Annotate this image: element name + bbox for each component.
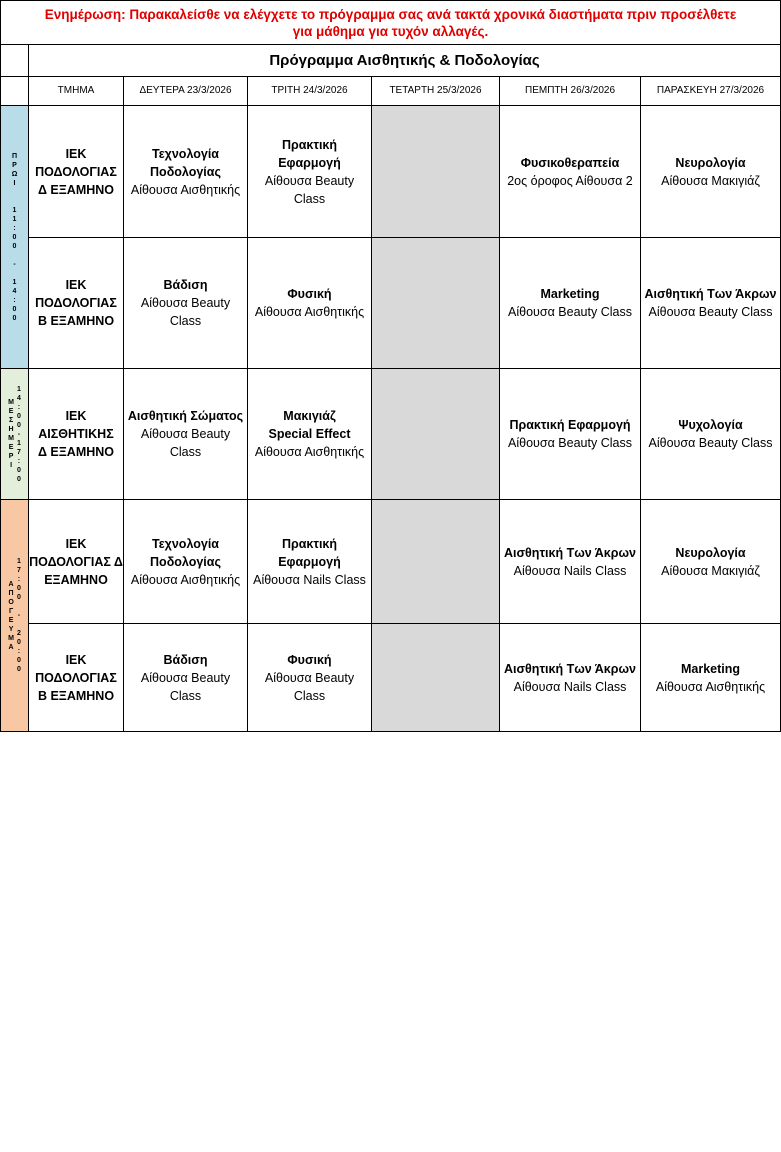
class-room: Αίθουσα Beauty Class [508, 305, 632, 319]
shift-noon-time: 1 4 : 0 0 - 1 7 : 0 0 [16, 385, 21, 483]
class-room: Αίθουσα Beauty Class [648, 436, 773, 450]
class-cell-thu [500, 369, 641, 500]
class-subject: Ποδολογίας [150, 554, 221, 569]
shift-afternoon-label: Α Π Ο Γ Ε Υ Μ Α [8, 580, 14, 651]
department-line: ΙΕΚ [65, 146, 87, 161]
class-cell-fri [641, 238, 781, 369]
class-cell-thu [500, 106, 641, 238]
class-room: Αίθουσα Beauty Class [508, 436, 632, 450]
department-line: ΙΕΚ [65, 536, 87, 551]
column-header-dept: ΤΜΗΜΑ [29, 77, 124, 106]
shift-afternoon [1, 500, 29, 732]
class-room: Αίθουσα Αισθητικής [254, 305, 365, 319]
class-room: Αίθουσα Beauty Class [648, 305, 773, 319]
class-room: Αίθουσα Μακιγιάζ [661, 563, 760, 578]
class-subject: Αισθητική Των Άκρων [504, 545, 636, 560]
class-cell-tue [248, 369, 372, 500]
class-room: Αίθουσα Beauty [264, 173, 355, 188]
class-subject: Νευρολογία [675, 155, 746, 170]
department-line: ΠΟΔΟΛΟΓΙΑΣ [35, 164, 117, 179]
department-line: Δ ΕΞΑΜΗΝΟ [37, 182, 115, 197]
class-cell-mon [124, 624, 248, 732]
shift-noon [1, 369, 29, 500]
class-room: Class [293, 688, 326, 703]
class-subject: Νευρολογία [675, 545, 746, 560]
corner-cell [1, 45, 29, 77]
class-cell-mon [124, 500, 248, 624]
class-room: 2ος όροφος Αίθουσα 2 [507, 173, 633, 188]
class-cell-mon [124, 238, 248, 369]
column-header-wed: ΤΕΤΑΡΤΗ 25/3/2026 [372, 77, 500, 106]
class-room: Αίθουσα Beauty [140, 296, 231, 310]
column-header-thu: ΠΕΜΠΤΗ 26/3/2026 [500, 77, 641, 106]
page-title: Πρόγραμμα Αισθητικής & Ποδολογίας [29, 45, 781, 77]
class-room: Αίθουσα Μακιγιάζ [661, 173, 760, 188]
class-room: Αίθουσα Beauty [264, 670, 355, 685]
department-cell [29, 624, 124, 732]
department-line: ΠΟΔΟΛΟΓΙΑΣ [35, 296, 117, 310]
department-line: Β ΕΞΑΜΗΝΟ [37, 688, 115, 703]
notice-line-1: Ενημέρωση: Παρακαλείσθε να ελέγχετε το πρόγραμμα σας ανά τακτά χρονικά διαστήματα πριν προσέλθετε [44, 6, 737, 22]
department-line: ΑΙΣΘΗΤΙΚΗΣ [38, 427, 114, 441]
class-subject: Φυσική [287, 652, 332, 667]
class-room: Αίθουσα Αισθητικής [254, 445, 365, 459]
shift-morning-label: Π Ρ Ω Ι 1 1 : 0 0 - 1 4 : 0 0 [11, 152, 18, 322]
class-cell-tue [248, 106, 372, 238]
class-room: Class [169, 314, 202, 328]
holiday-cell [372, 369, 500, 500]
department-line: ΕΞΑΜΗΝΟ [44, 572, 108, 587]
class-room: Αίθουσα Beauty [140, 427, 231, 441]
shift-afternoon-time: 1 7 : 0 0 - 2 0 : 0 0 [16, 558, 21, 673]
department-cell [29, 500, 124, 624]
holiday-cell [372, 106, 500, 238]
column-header-fri: ΠΑΡΑΣΚΕΥΗ 27/3/2026 [641, 77, 781, 106]
class-subject: Πρακτική [281, 536, 338, 551]
class-cell-fri [641, 624, 781, 732]
class-subject: Βάδιση [163, 278, 208, 292]
department-line: Δ ΕΞΑΜΗΝΟ [37, 445, 115, 459]
class-subject: Αισθητική Των Άκρων [504, 661, 636, 676]
shift-header-cell [1, 77, 29, 106]
class-room: Class [169, 445, 202, 459]
class-subject: Τεχνολογία [152, 536, 219, 551]
class-subject: Τεχνολογία [152, 146, 219, 161]
schedule-table [0, 44, 781, 732]
department-line: ΙΕΚ [65, 652, 87, 667]
class-subject: Μακιγιάζ [283, 409, 336, 423]
class-cell-fri [641, 106, 781, 238]
class-subject: Αισθητική Των Άκρων [644, 287, 777, 301]
class-room: Class [293, 191, 326, 206]
class-subject: Special Effect [268, 427, 351, 441]
department-line: ΙΕΚ [65, 409, 87, 423]
class-cell-thu [500, 238, 641, 369]
class-subject: Αισθητική Σώματος [127, 409, 244, 423]
class-subject: Εφαρμογή [278, 155, 341, 170]
column-header-mon: ΔΕΥΤΕΡΑ 23/3/2026 [124, 77, 248, 106]
holiday-cell [372, 238, 500, 369]
class-cell-tue [248, 500, 372, 624]
class-subject: Φυσική [287, 287, 332, 301]
class-room: Αίθουσα Αισθητικής [655, 679, 766, 694]
class-subject: Φυσικοθεραπεία [520, 155, 620, 170]
department-line: ΠΟΔΟΛΟΓΙΑΣ [35, 670, 117, 685]
class-cell-thu [500, 500, 641, 624]
class-subject: Εφαρμογή [278, 554, 341, 569]
shift-morning [1, 106, 29, 369]
class-cell-tue [248, 624, 372, 732]
class-room: Αίθουσα Beauty [140, 670, 231, 685]
class-room: Class [169, 688, 202, 703]
class-subject: Ποδολογίας [150, 164, 221, 179]
notice-line-2: για μάθημα για τυχόν αλλαγές. [292, 23, 489, 39]
holiday-cell [372, 500, 500, 624]
class-room: Αίθουσα Nails Class [253, 572, 366, 587]
shift-noon-label: Μ Ε Σ Η Μ Ε Ρ Ι [8, 399, 14, 469]
department-line: Β ΕΞΑΜΗΝΟ [37, 314, 115, 328]
class-room: Αίθουσα Αισθητικής [130, 572, 241, 587]
class-cell-fri [641, 500, 781, 624]
department-cell [29, 238, 124, 369]
class-cell-thu [500, 624, 641, 732]
class-cell-tue [248, 238, 372, 369]
department-line: ΙΕΚ [65, 278, 87, 292]
class-subject: Ψυχολογία [678, 418, 743, 432]
class-subject: Marketing [540, 287, 600, 301]
class-subject: Marketing [680, 661, 741, 676]
class-cell-fri [641, 369, 781, 500]
class-cell-mon [124, 369, 248, 500]
class-subject: Πρακτική [281, 137, 338, 152]
update-notice [0, 0, 781, 45]
department-cell [29, 369, 124, 500]
holiday-cell [372, 624, 500, 732]
class-subject: Πρακτική Εφαρμογή [509, 418, 631, 432]
department-line: ΠΟΔΟΛΟΓΙΑΣ Δ [29, 554, 123, 569]
class-room: Αίθουσα Nails Class [513, 679, 627, 694]
column-header-tue: ΤΡΙΤΗ 24/3/2026 [248, 77, 372, 106]
class-room: Αίθουσα Nails Class [513, 563, 627, 578]
class-subject: Βάδιση [163, 652, 208, 667]
class-cell-mon [124, 106, 248, 238]
department-cell [29, 106, 124, 238]
class-room: Αίθουσα Αισθητικής [130, 182, 241, 197]
